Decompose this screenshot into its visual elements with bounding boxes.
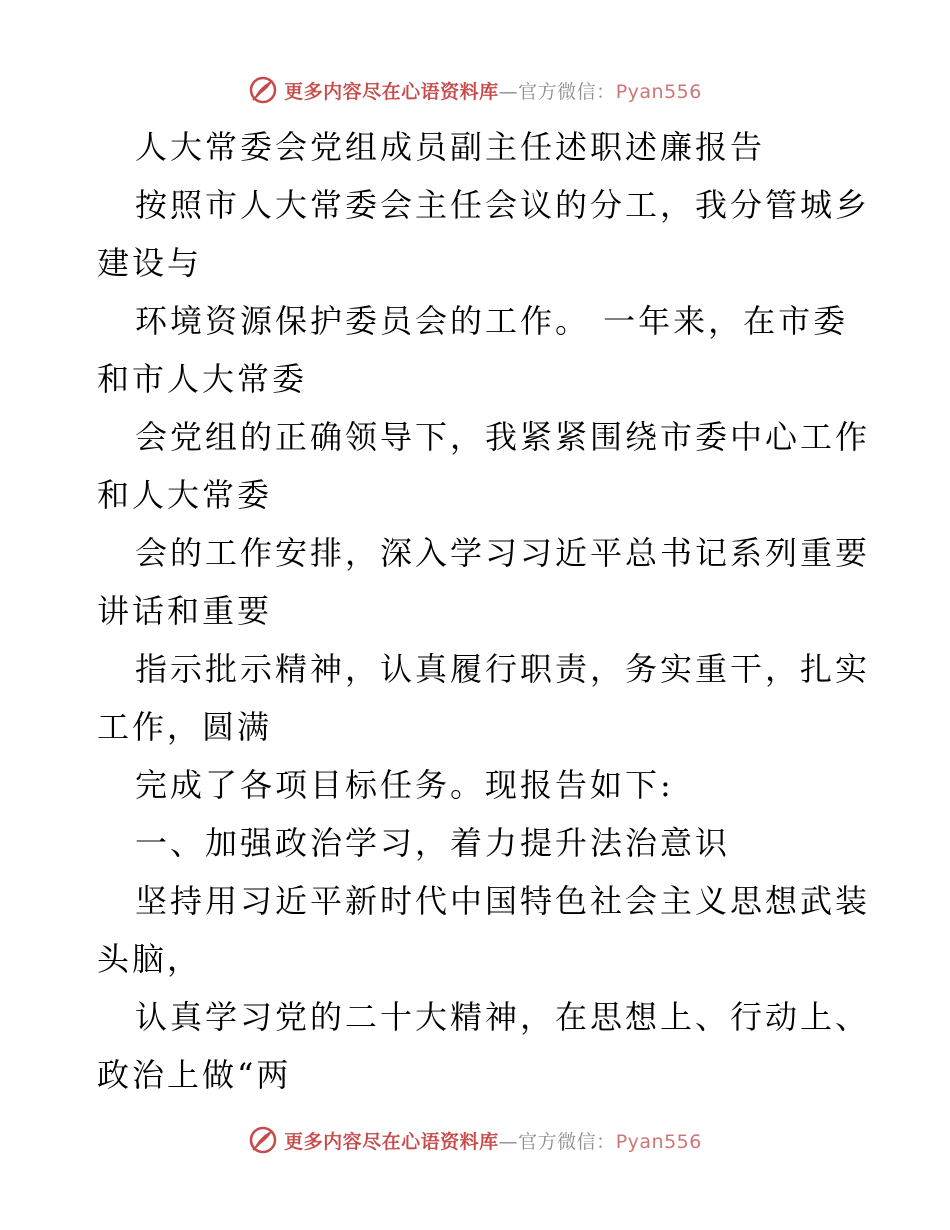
footer-dash: —	[498, 1130, 519, 1153]
footer-colon: ：	[596, 1130, 616, 1153]
document-body	[97, 118, 871, 1104]
footer-banner	[0, 1120, 950, 1160]
document-line: 头脑，	[97, 940, 203, 978]
document-line: 讲话和重要	[97, 592, 273, 630]
feather-pen-logo-icon	[248, 75, 278, 105]
header-brand: 更多内容尽在心语资料库	[284, 80, 499, 103]
header-banner	[0, 70, 950, 110]
footer-wechat-id: Pyan556	[615, 1130, 702, 1153]
document-line: 按照市人大常委会主任会议的分工，我分管城乡	[135, 186, 871, 224]
document-line: 一、加强政治学习，着力提升法治意识	[135, 824, 731, 862]
document-line: 完成了各项目标任务。现报告如下:	[135, 766, 674, 804]
document-line: 人大常委会党组成员副主任述职述廉报告	[135, 128, 766, 166]
document-line: 会的工作安排，深入学习习近平总书记系列重要	[135, 534, 871, 572]
document-line: 认真学习党的二十大精神，在思想上、行动上、	[135, 998, 871, 1036]
document-line: 建设与	[97, 244, 203, 282]
header-dash: —	[498, 80, 519, 103]
document-line: 和市人大常委	[97, 360, 308, 398]
footer-official-label: 官方微信	[518, 1130, 597, 1153]
header-banner-text	[284, 77, 702, 104]
header-official-label: 官方微信	[518, 80, 597, 103]
document-line: 坚持用习近平新时代中国特色社会主义思想武装	[135, 882, 871, 920]
header-colon: ：	[596, 80, 616, 103]
document-line: 和人大常委	[97, 476, 273, 514]
footer-brand: 更多内容尽在心语资料库	[284, 1130, 499, 1153]
feather-pen-logo-icon	[248, 1125, 278, 1155]
document-line: 政治上做“两	[97, 1056, 292, 1094]
document-line: 指示批示精神，认真履行职责，务实重干，扎实	[135, 650, 871, 688]
document-line: 会党组的正确领导下，我紧紧围绕市委中心工作	[135, 418, 871, 456]
footer-banner-text	[284, 1127, 702, 1154]
header-wechat-id: Pyan556	[615, 80, 702, 103]
document-line: 环境资源保护委员会的工作。 一年来，在市委	[135, 302, 849, 340]
document-line: 工作，圆满	[97, 708, 273, 746]
